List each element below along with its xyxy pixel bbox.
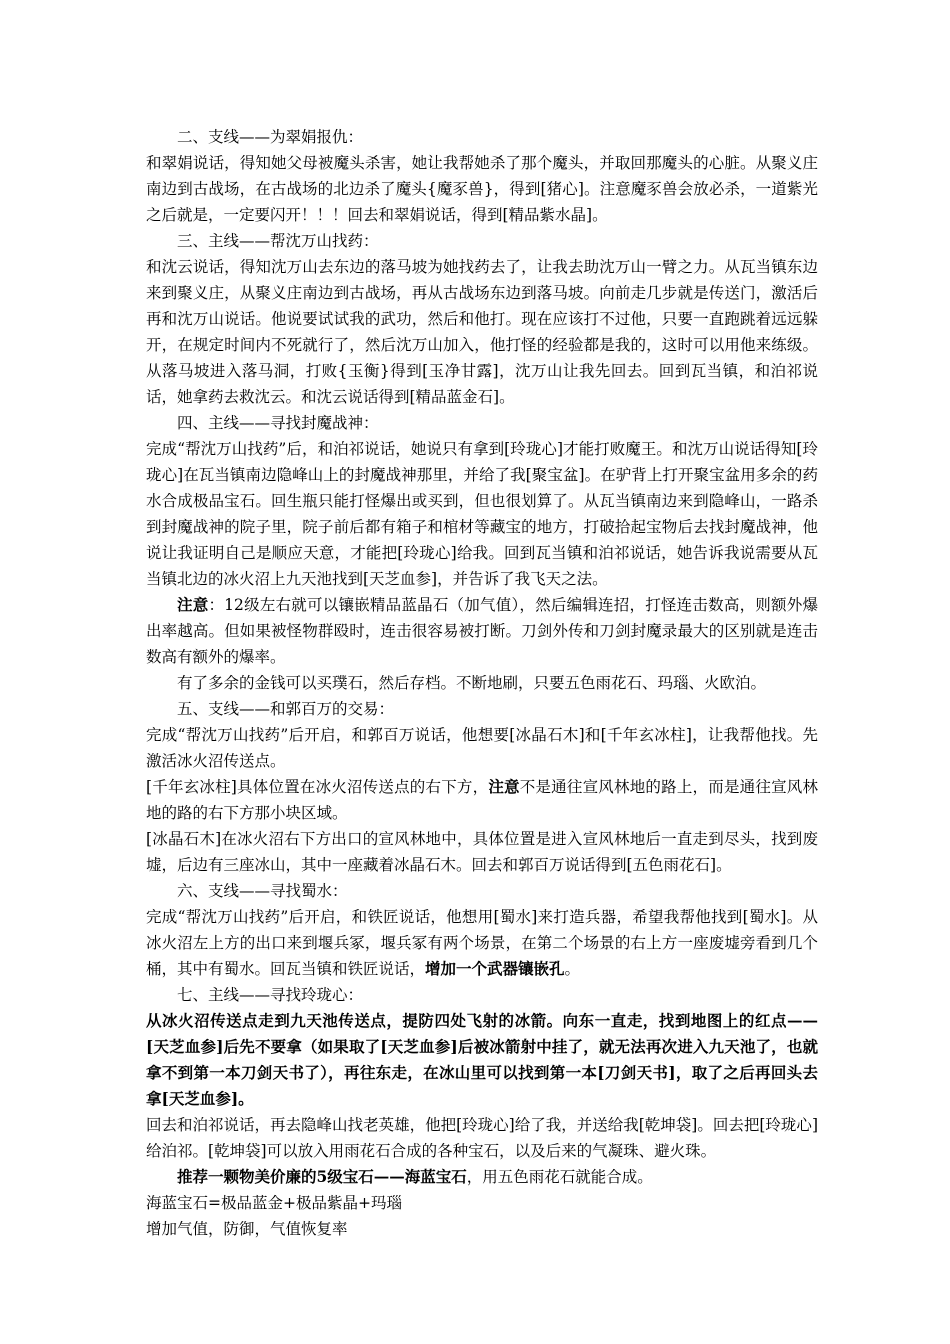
section-5-paragraph-3: [冰晶石木]在冰火沼右下方出口的宣风林地中，具体位置是进入宣风林地后一直走到尽头，找到废墟，后边有三座冰山，其中一座藏着冰晶石木。回去和郭百万说话得到[五色雨花石]。	[146, 830, 818, 874]
note-text: ：12级左右就可以镶嵌精品蓝晶石（加气值），然后编辑连招，打怪连击数高，则额外爆出率越高。但如果被怪物群殴时，连击很容易被打断。刀剑外传和刀剑封魔录最大的区别就是连击数高有额外的爆率。	[146, 596, 818, 666]
section-heading-4: 四、主线——寻找封魔战神：	[177, 414, 379, 432]
section-7-bold-paragraph: 从冰火沼传送点走到九天池传送点，提防四处飞射的冰箭。向东一直走，找到地图上的红点——[天芝血参]后先不要拿（如果取了[天芝血参]后被冰箭射中挂了，就无法再次进入九天池了，也就拿不到第一本刀剑天书了），再往东走，在冰山里可以找到第一本[刀剑天书]，取了之后再回头去拿[天芝血参]。	[146, 1011, 818, 1108]
recommendation	[146, 1164, 818, 1190]
recommendation-bold: 推荐一颗物美价廉的5级宝石——海蓝宝石	[177, 1167, 467, 1186]
section-4-note	[146, 592, 818, 670]
section-7-paragraph-2: 回去和泊祁说话，再去隐峰山找老英雄，他把[玲珑心]给了我，并送给我[乾坤袋]。回去把[玲珑心]给泊祁。[乾坤袋]可以放入用雨花石合成的各种宝石，以及后来的气凝珠、避火珠。	[146, 1116, 818, 1160]
gem-effect: 增加气值，防御，气值恢复率	[146, 1220, 348, 1238]
section-5-paragraph-1: 完成“帮沈万山找药”后开启，和郭百万说话，他想要[冰晶石木]和[千年玄冰柱]，让我帮他找。先激活冰火沼传送点。	[146, 726, 818, 770]
p2-before: [千年玄冰柱]具体位置在冰火沼传送点的右下方，	[146, 778, 489, 796]
section-4-tip: 有了多余的金钱可以买璞石，然后存档。不断地刷，只要五色雨花石、玛瑙、火欧泊。	[177, 674, 767, 692]
section-2-paragraph: 和翠娟说话，得知她父母被魔头杀害，她让我帮她杀了那个魔头，并取回那魔头的心脏。从聚义庄南边到古战场，在古战场的北边杀了魔头{魔豕兽}，得到[猪心]。注意魔豕兽会放必杀，一道紫光之后就是，一定要闪开！！！回去和翠娟说话，得到[精品紫水晶]。	[146, 154, 818, 224]
section-heading-5: 五、支线——和郭百万的交易：	[177, 700, 395, 718]
p1-after: 。	[564, 960, 581, 978]
note-label: 注意	[177, 595, 209, 614]
gem-formula: 海蓝宝石=极品蓝金+极品紫晶+玛瑙	[146, 1194, 402, 1212]
section-heading-6: 六、支线——寻找蜀水：	[177, 882, 348, 900]
p2-bold-note: 注意	[488, 777, 520, 796]
p1-before: 完成“帮沈万山找药”后开启，和铁匠说话，他想用[蜀水]来打造兵器，希望我帮他找到[蜀水]。从冰火沼左上方的出口来到堰兵冢，堰兵冢有两个场景，在第二个场景的右上方一座废墟旁看到几个桶，其中有蜀水。回瓦当镇和铁匠说话，	[146, 908, 818, 978]
section-3-paragraph: 和沈云说话，得知沈万山去东边的落马坡为她找药去了，让我去助沈万山一臂之力。从瓦当镇东边来到聚义庄，从聚义庄南边到古战场，再从古战场东边到落马坡。向前走几步就是传送门，激活后再和沈万山说话。他说要试试我的武功，然后和他打。现在应该打不过他，只要一直跑跳着远远躲开，在规定时间内不死就行了，然后沈万山加入，他打怪的经验都是我的，这时可以用他来练级。从落马坡进入落马洞，打败{玉衡}得到[玉净甘露]，沈万山让我先回去。回到瓦当镇，和泊祁说话，她拿药去救沈云。和沈云说话得到[精品蓝金石]。	[146, 258, 818, 406]
section-heading-3: 三、主线——帮沈万山找药：	[177, 232, 379, 250]
document-page	[146, 124, 818, 1242]
section-6-paragraph	[146, 904, 818, 982]
section-4-paragraph: 完成“帮沈万山找药”后，和泊祁说话，她说只有拿到[玲珑心]才能打败魔王。和沈万山说话得知[玲珑心]在瓦当镇南边隐峰山上的封魔战神那里，并给了我[聚宝盆]。在驴背上打开聚宝盆用多余的药水合成极品宝石。回生瓶只能打怪爆出或买到，但也很划算了。从瓦当镇南边来到隐峰山，一路杀到封魔战神的院子里，院子前后都有箱子和棺材等藏宝的地方，打破拾起宝物后去找封魔战神，他说让我证明自己是顺应天意，才能把[玲珑心]给我。回到瓦当镇和泊祁说话，她告诉我说需要从瓦当镇北边的冰火沼上九天池找到[天芝血参]，并告诉了我飞天之法。	[146, 440, 818, 588]
section-heading-2: 二、支线——为翠娟报仇：	[177, 128, 364, 146]
section-heading-7: 七、主线——寻找玲珑心：	[177, 986, 364, 1004]
section-5-paragraph-2	[146, 774, 818, 826]
p1-bold: 增加一个武器镶嵌孔	[425, 959, 565, 978]
p2-after: 不是通往宣风林地的路上，而是通往宣风林地的路的右下方那小块区域。	[146, 778, 818, 822]
recommendation-after: ，用五色雨花石就能合成。	[466, 1168, 653, 1186]
